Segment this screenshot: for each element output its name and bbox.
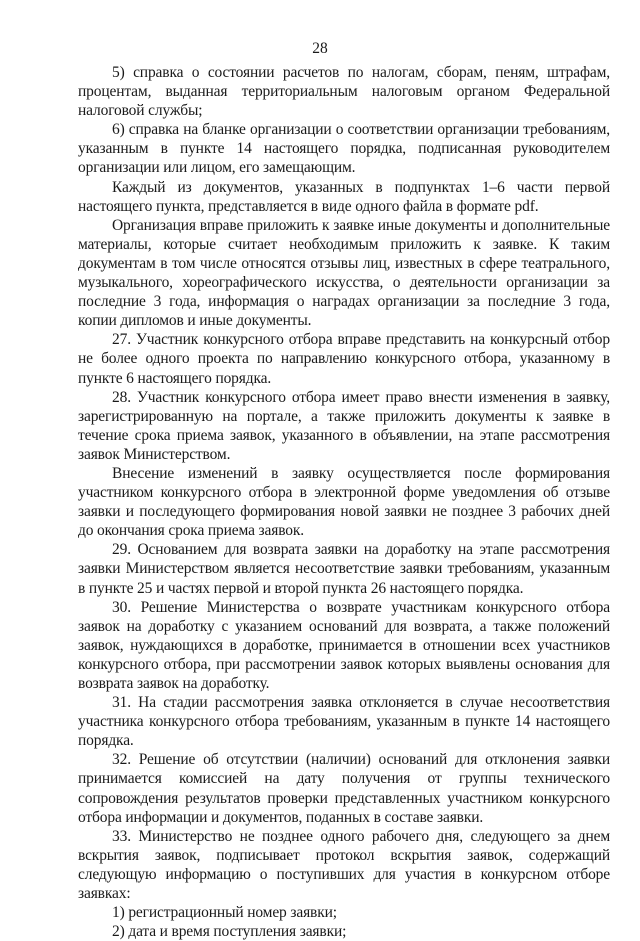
paragraph-27: 27. Участник конкурсного отбора вправе представить на конкурсный отбор не более одного проекта по направлению конкурсного отбора, указанному в пункте 6 настоящего порядка. bbox=[78, 331, 610, 387]
paragraph-28: 28. Участник конкурсного отбора имеет право внести изменения в заявку, зарегистрированную на портале, а также приложить документы к заявке в течение срока приема заявок, указанного в объявлении, на этапе рассмотрения заявок Министерством. bbox=[78, 388, 610, 463]
document-body bbox=[78, 63, 610, 941]
paragraph-33: 33. Министерство не позднее одного рабочего дня, следующего за днем вскрытия заявок, подписывает протокол вскрытия заявок, содержащий следующую информацию о поступивших для участия в конкурсном отборе заявках: bbox=[78, 827, 610, 903]
paragraph-30: 30. Решение Министерства о возврате участникам конкурсного отбора заявок на доработку с указанием оснований для возврата, а также положений заявок, нуждающихся в доработке, принимается в отношении всех участников конкурсного отбора, при рассмотрении заявок которых выявлены основания для возврата заявок на доработку. bbox=[78, 598, 610, 692]
list-item-receipt-date: 2) дата и время поступления заявки; bbox=[112, 923, 347, 941]
paragraph-documents-format: Каждый из документов, указанных в подпунктах 1–6 части первой настоящего пункта, представляется в виде одного файла в формате pdf. bbox=[78, 178, 610, 215]
paragraph-additional-materials: Организация вправе приложить к заявке иные документы и дополнительные материалы, которые считает необходимым приложить к заявке. К таким документам в том числе относятся отзывы лиц, известных в сфере театрального, музыкального, хореографического искусства, о деятельности организации за последние 3 года, информация о наградах организации за последние 3 года, копии дипломов и иные документы. bbox=[78, 216, 610, 330]
paragraph-32: 32. Решение об отсутствии (наличии) оснований для отклонения заявки принимается комиссией на дату получения от группы технического сопровождения результатов проверки представленных участником конкурсного отбора информации и документов, поданных в составе заявки. bbox=[78, 751, 610, 826]
paragraph-item-5: 5) справка о состоянии расчетов по налогам, сборам, пеням, штрафам, процентам, выданная территориальным налоговым органом Федеральной налоговой службы; bbox=[78, 64, 610, 120]
list-item-registration-number: 1) регистрационный номер заявки; bbox=[112, 904, 337, 922]
paragraph-31: 31. На стадии рассмотрения заявка отклоняется в случае несоответствия участника конкурсного отбора требованиям, указанным в пункте 14 настоящего порядка. bbox=[78, 694, 610, 750]
page-number: 28 bbox=[312, 40, 328, 57]
paragraph-changes: Внесение изменений в заявку осуществляется после формирования участником конкурсного отбора в электронной форме уведомления об отзыве заявки и последующего формирования новой заявки не позднее 3 рабочих дней до окончания срока приема заявок. bbox=[78, 464, 610, 540]
paragraph-item-6: 6) справка на бланке организации о соответствии организации требованиям, указанным в пункте 14 настоящего порядка, подписанная руководителем организации или лицом, его замещающим. bbox=[78, 121, 610, 177]
paragraph-29: 29. Основанием для возврата заявки на доработку на этапе рассмотрения заявки Министерством является несоответствие заявки требованиям, указанным в пункте 25 и частях первой и второй пункта 26 настоящего порядка. bbox=[78, 541, 610, 597]
